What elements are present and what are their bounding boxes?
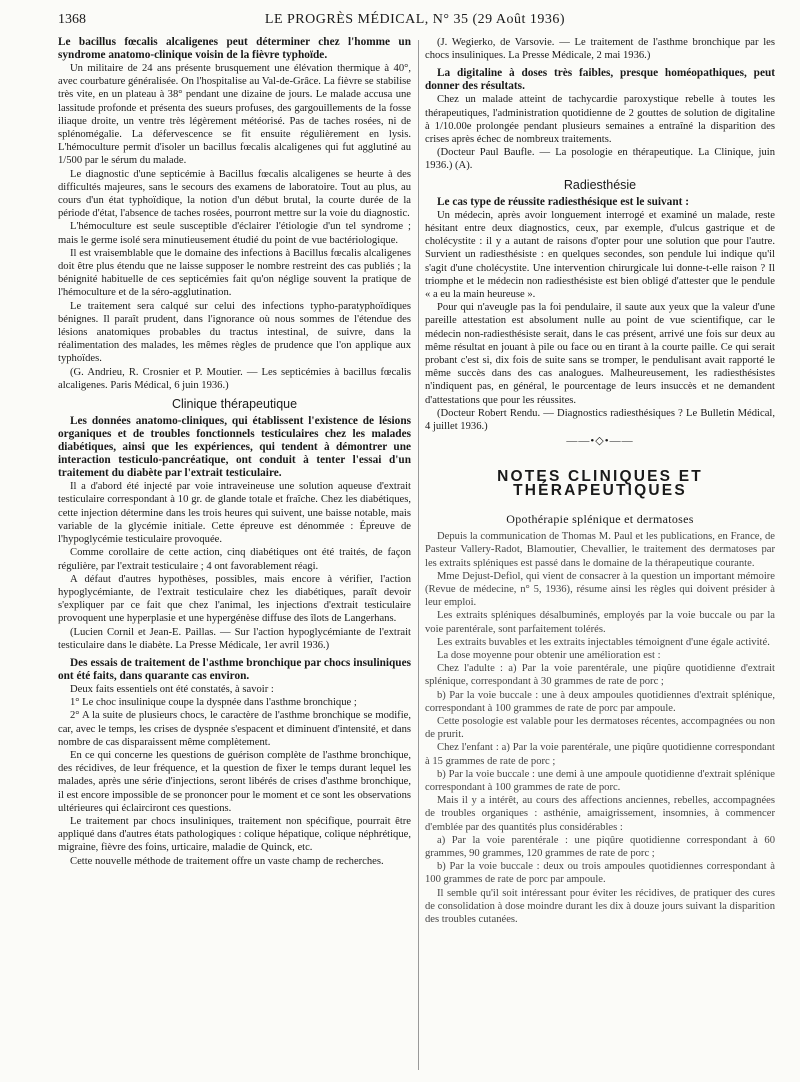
notes-body (425, 530, 775, 926)
paragraph: Cette nouvelle méthode de traitement offre un vaste champ de recherches. (70, 855, 384, 867)
paragraph: Cette posologie est valable pour les dermatoses récentes, accompagnées ou non de prurit. (425, 715, 775, 741)
citation: (J. Wegierko, de Varsovie. — Le traitement de l'asthme bronchique par les chocs insuliniques. La Presse Médicale, 2 mai 1936.) (425, 37, 775, 62)
paragraph: Chez un malade atteint de tachycardie paroxystique rebelle à toutes les thérapeutiques, l'administration quotidienne de 2 gouttes de solution de digitaline à 1/10.00e prolongée pendant plusieurs semaines a entraîné la disparition des crises après échec de nombreux traitements. (425, 94, 775, 146)
paragraph: Mme Dejust-Defiol, qui vient de consacrer à la question un important mémoire (Revue de médecine, n° 5, 1936), résume ainsi les règles qui doivent présider à leur emploi. (425, 570, 775, 609)
paragraph: A défaut d'autres hypothèses, possibles, mais encore à vérifier, l'action hypoglycémiante, de l'extrait testiculaire chez les diabétiques, paraît devoir s'expliquer par ce fait que chez l'animal, les injections d'extrait testiculaire provoquent une hyperplasie et une hypergénèse diffuse des îlots de Langerhans. (58, 573, 411, 625)
section-heading: Clinique thérapeutique (171, 397, 298, 412)
paragraph: a) Par la voie parentérale : une piqûre quotidienne correspondant à 60 grammes, 90 grammes, 120 grammes de rate de porc ; (425, 834, 775, 859)
paragraph: Il est vraisemblable que le domaine des infections à Bacillus fœcalis alcaligenes doit être plus étendu que ne laisse supposer le nombre restreint des cas publiés ; la bénignité habituelle de ces septicémies fait qu'on néglige souvent la pratique de l'hémoculture et de la séro-agglutination. (58, 247, 411, 299)
citation: (G. Andrieu, R. Crosnier et P. Moutier. — Les septicémies à bacillus fœcalis alcaligenes. Paris Médical, 6 juin 1936.) (58, 366, 411, 391)
paragraph: Comme corollaire de cette action, cinq diabétiques ont été traités, de façon régulière, par l'extrait testiculaire ; 4 ont favorablement réagi. (58, 547, 411, 572)
notes-heading: NOTES CLINIQUES ET THÉRAPEUTIQUES (497, 468, 703, 499)
right-column (425, 36, 775, 926)
paragraph: b) Par la voie buccale : une à deux ampoules quotidiennes d'extrait splénique, correspondant à 100 grammes de rate de porc par ampoule. (425, 689, 775, 714)
paragraph: Deux faits essentiels ont été constatés, à savoir : (70, 683, 274, 695)
ornament-divider: ——•◇•—— (566, 435, 634, 448)
column-divider (418, 40, 419, 1070)
paragraph: Le traitement sera calqué sur celui des infections typho-paratyphoïdiques bénignes. Il paraît prudent, dans l'ignorance où nous sommes de l'étendue des lésions anatomiques probables du tractus intestinal, de suivre, dans la réalimentation des malades, les mêmes règles de prudence que l'on applique aux typhoïdes. (58, 300, 411, 365)
paragraph: La dose moyenne pour obtenir une amélioration est : (437, 649, 661, 661)
citation: (Lucien Cornil et Jean-E. Paillas. — Sur l'action hypoglycémiante de l'extrait testiculaire dans le diabète. La Presse Médicale, 1er avril 1936.) (58, 626, 411, 651)
paragraph: b) Par la voie buccale : une demi à une ampoule quotidienne d'extrait splénique correspondant à 100 grammes de rate de porc. (425, 768, 775, 793)
left-column (58, 36, 411, 868)
running-title: LE PROGRÈS MÉDICAL, N° 35 (29 Août 1936) (264, 12, 566, 27)
article-lead: Le cas type de réussite radiesthésique est le suivant : (437, 195, 689, 208)
paragraph: Chez l'adulte : a) Par la voie parentérale, une piqûre quotidienne d'extrait splénique, correspondant à 30 grammes de rate de porc ; (425, 663, 775, 688)
paragraph: 2° A la suite de plusieurs chocs, le caractère de l'asthme bronchique se modifie, car, avec le temps, les crises de dyspnée s'espacent et diminuent d'intensité, et dans nombre de cas disparaissent même complètement. (58, 710, 411, 748)
paragraph: Il a d'abord été injecté par voie intraveineuse une solution aqueuse d'extrait testiculaire correspondant à 10 gr. de glande totale et fraîche. Chez les diabétiques, cette injection détermine dans les trois heures qui suivent, une baisse notable, mais variable de la glycémie initiale. Cette épreuve est dénommée : Épreuve de l'hypoglycémie testiculaire provoquée. (58, 481, 411, 546)
article-lead: Les données anatomo-cliniques, qui établissent l'existence de lésions organiques et de troubles fonctionnels testiculaires chez les malades diabétiques, ainsi que les expériences, qui tendent à démontrer une interaction testiculo-pancréatique, ont conduit à tenter l'essai d'un traitement du diabète par l'extrait testiculaire. (58, 415, 411, 480)
running-header (58, 10, 772, 32)
paragraph: Mais il y a intérêt, au cours des affections anciennes, rebelles, accompagnées de troubles organiques : asthénie, amaigrissement, insomnies, à commencer d'emblée par des quantités plus considérables : (425, 795, 775, 833)
paragraph: Il semble qu'il soit intéressant pour éviter les récidives, de pratiquer des cures de consolidation à dose moindre durant les dix à douze jours suivant la disparition des troubles cutanées. (425, 887, 775, 925)
paragraph: Le traitement par chocs insuliniques, traitement non spécifique, pourrait être appliqué dans d'autres états pathologiques : colique hépatique, colique néphrétique, migraine, fièvre des foins, urticaire, maladie de Quinck, etc. (58, 815, 411, 854)
paragraph: Depuis la communication de Thomas M. Paul et les publications, en France, de Pasteur Vallery-Radot, Blamoutier, Chevallier, le traitement des dermatoses par les extraits spléniques est passé dans le domaine de la thérapeutique courante. (425, 531, 775, 569)
citation: (Docteur Paul Baufle. — La posologie en thérapeutique. La Clinique, juin 1936.) (A). (425, 147, 775, 172)
paragraph: Un médecin, après avoir longuement interrogé et examiné un malade, reste hésitant entre deux diagnostics, ceux, par exemple, d'ulcus gastrique et de cholécystite : il y a autant de raisons d'opter pour une solution que pour l'autre. Survient un radiesthésiste : en quelques secondes, son pendule lui indique qu'il s'agit d'une cholécystite. Une intervention chirurgicale lui donne-t-elle raison ? Il triomphe et le médecin non radiesthésiste est bien obligé d'attester que le pendule « a eu la main heureuse ». (425, 209, 775, 301)
paragraph: Un militaire de 24 ans présente brusquement une élévation thermique à 40°, avec courbature généralisée. On l'hospitalise au Val-de-Grâce. La fièvre se stabilise très vite, en un plateau à 38° pendant une dizaine de jours. Le malade accusa une lassitude profonde et présenta des sueurs profuses, des gargouillements de la fosse iliaque droite, un ventre très légèrement météorisé. Pas de taches rosées, ni de splénomégalie. La défervescence se fit ensuite régulièrement en lysis. L'hémoculture permit d'isoler un bacillus fœcalis alcaligenes qui fut agglutiné au 1/500 par le sérum du malade. (58, 63, 411, 167)
article-lead: La digitaline à doses très faibles, presque homéopathiques, peut donner des résultats. (425, 67, 775, 93)
notes-subheading: Opothérapie splénique et dermatoses (506, 511, 694, 526)
paragraph: Pour qui n'aveugle pas la foi pendulaire, il saute aux yeux que la valeur d'une pareille attestation est absolument nulle au point de vue scientifique, car le médecin non-radiesthésiste serait, dans le cas présent, arrivé une fois sur deux au même résultat en jouant à pile ou face ou en tirant à la courte paille. Ce qui serait probant c'est si, dix fois de suite sans se tromper, le pendulisant avait rapporté le même succès dans des cas analogues. Malheureusement, les radiesthésistes n'indiquent pas, en général, le pourcentage de leurs insuccès et ne demandent d'attestations que pour les réussites. (425, 302, 775, 406)
article-lead: Des essais de traitement de l'asthme bronchique par chocs insuliniques ont été faits, dans quarante cas environ. (58, 656, 411, 682)
article-lead: Le bacillus fœcalis alcaligenes peut déterminer chez l'homme un syndrome anatomo-clinique voisin de la fièvre typhoïde. (58, 36, 411, 61)
paragraph: b) Par la voie buccale : deux ou trois ampoules quotidiennes correspondant à 100 grammes de rate de porc par ampoule. (425, 861, 775, 886)
paragraph: Chez l'enfant : a) Par la voie parentérale, une piqûre quotidienne correspondant à 15 grammes de rate de porc ; (425, 742, 775, 767)
paragraph: 1° Le choc insulinique coupe la dyspnée dans l'asthme bronchique ; (70, 697, 357, 709)
paragraph: Le diagnostic d'une septicémie à Bacillus fœcalis alcaligenes se heurte à des difficultés majeures, sans le secours des examens de laboratoire. Tout au plus, au cours d'un état typhoïdique, la notion d'un début brutal, la courte durée de la période d'état, l'absence de taches rosées, pourront mettre sur la voie du diagnostic. (58, 168, 411, 220)
paragraph: Les extraits buvables et les extraits injectables témoignent d'une égale activité. (437, 636, 770, 648)
section-heading: Radiesthésie (563, 177, 637, 192)
citation: (Docteur Robert Rendu. — Diagnostics radiesthésiques ? Le Bulletin Médical, 4 juillet 1936.) (425, 407, 775, 433)
paragraph: En ce qui concerne les questions de guérison complète de l'asthme bronchique, des récidives, de leur fréquence, et la question de fixer le temps durant lequel les malades, après une série d'injections, seront libérés de crises d'asthme bronchique, il est encore impossible de se prononcer pour le moment et ce sont les observations ultérieures qui éclairciront ces questions. (58, 749, 411, 814)
page-number: 1368 (58, 12, 86, 27)
paragraph: Les extraits spléniques désalbuminés, employés par la voie buccale ou par la voie parentérale, sont parfaitement tolérés. (425, 610, 775, 635)
paragraph: L'hémoculture est seule susceptible d'éclairer l'étiologie d'un tel syndrome ; mais le germe isolé sera minutieusement étudié du point de vue bactériologique. (58, 221, 411, 246)
